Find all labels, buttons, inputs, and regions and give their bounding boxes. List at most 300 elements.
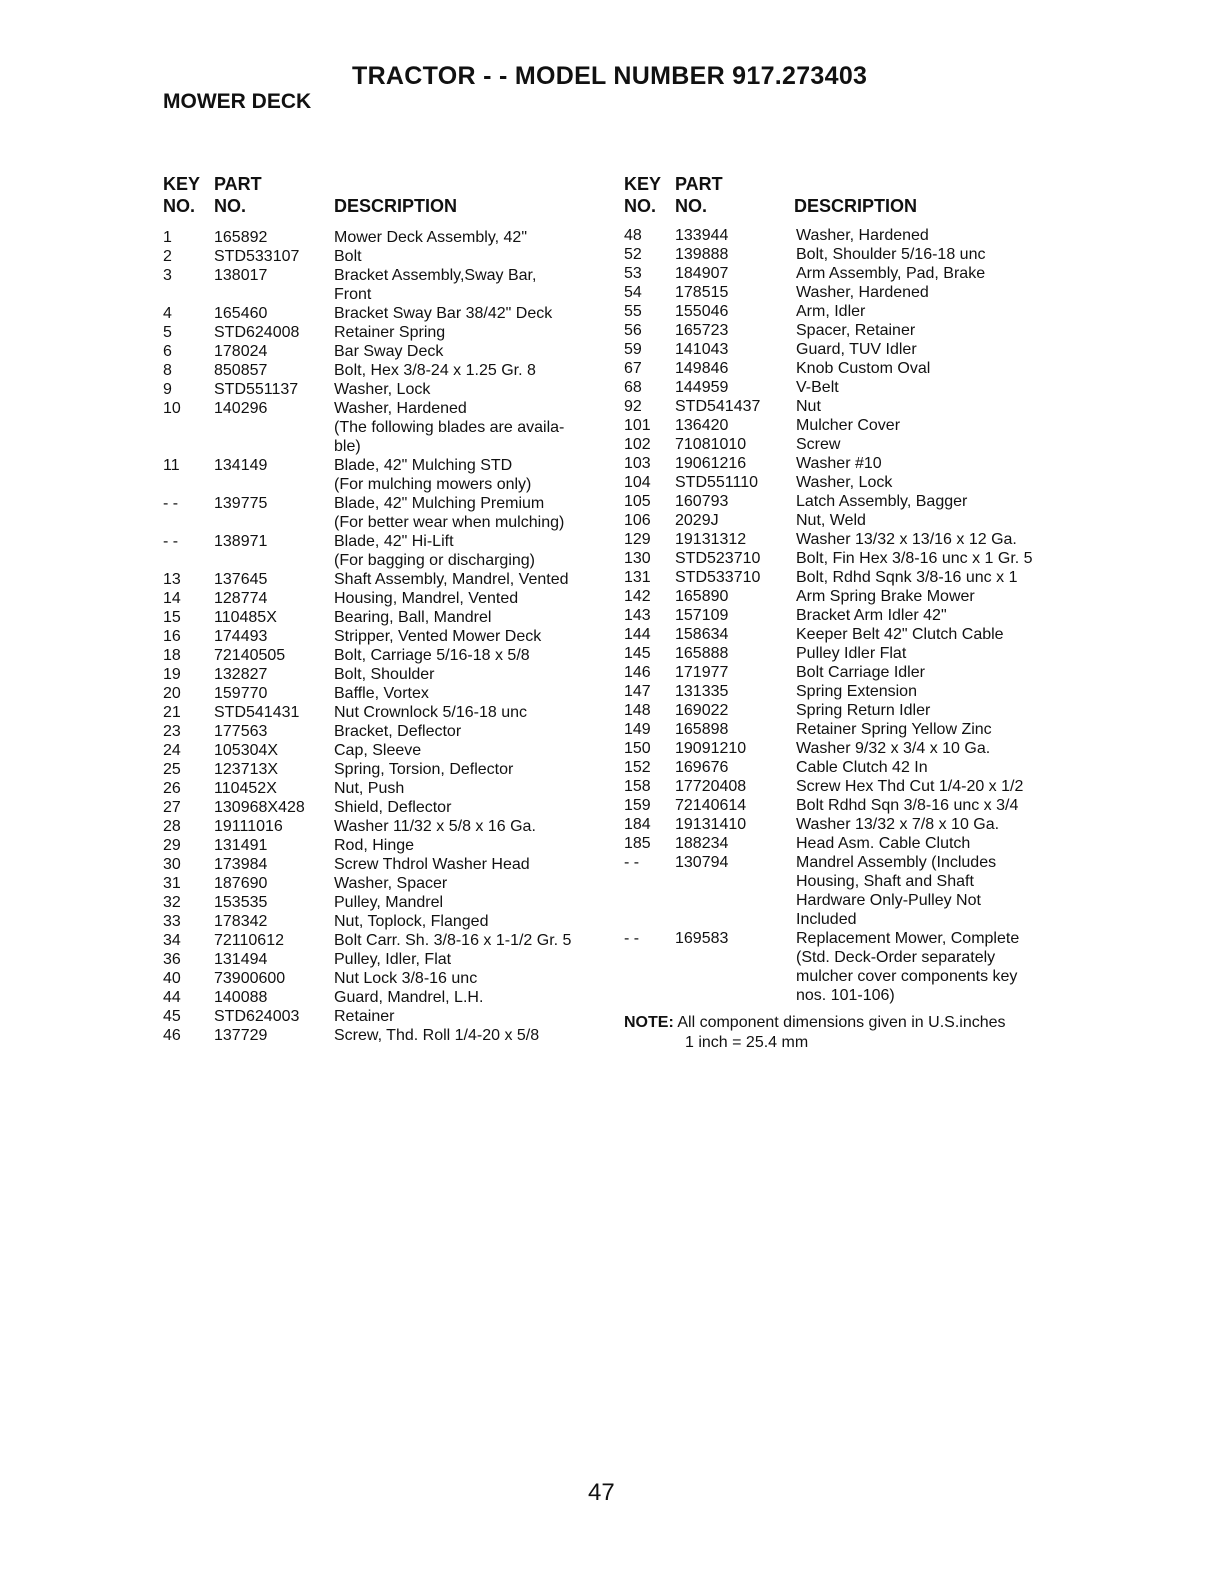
part-number: 19061216 xyxy=(675,455,747,472)
parts-row xyxy=(624,530,1033,549)
key-number: 54 xyxy=(624,284,642,301)
key-number: 106 xyxy=(624,512,651,529)
part-description: Bolt, Fin Hex 3/8-16 unc x 1 Gr. 5 xyxy=(796,550,1033,567)
part-description: Latch Assembly, Bagger xyxy=(796,493,968,510)
parts-row xyxy=(624,435,1033,454)
left-description-header: DESCRIPTION xyxy=(334,196,458,216)
part-description: Included xyxy=(796,911,857,928)
part-number: 171977 xyxy=(675,664,729,681)
key-number: 48 xyxy=(624,227,642,244)
part-number: 184907 xyxy=(675,265,729,282)
part-description: Spacer, Retainer xyxy=(796,322,916,339)
key-label: KEY xyxy=(624,174,662,194)
part-number: 155046 xyxy=(675,303,729,320)
part-description: Screw xyxy=(796,436,841,453)
part-label: PART xyxy=(214,174,262,194)
parts-row xyxy=(624,948,1033,967)
parts-row xyxy=(624,663,1033,682)
part-description: ble) xyxy=(334,438,361,455)
section-title: MOWER DECK xyxy=(163,90,312,113)
parts-row xyxy=(163,646,571,665)
key-number: 10 xyxy=(163,400,181,417)
part-description: Arm Spring Brake Mower xyxy=(796,588,975,605)
parts-row xyxy=(163,817,571,836)
part-number: 138971 xyxy=(214,533,268,550)
parts-row xyxy=(163,532,571,551)
key-number: 31 xyxy=(163,875,181,892)
part-number: 136420 xyxy=(675,417,729,434)
parts-row xyxy=(163,741,571,760)
part-description: (For better wear when mulching) xyxy=(334,514,565,531)
parts-row xyxy=(624,283,1033,302)
part-number xyxy=(214,437,334,456)
key-number: 21 xyxy=(163,704,181,721)
parts-row xyxy=(163,779,571,798)
right-key-header xyxy=(624,173,661,217)
part-number: 105304X xyxy=(214,742,279,759)
parts-row xyxy=(163,570,571,589)
part-description: (The following blades are availa- xyxy=(334,419,565,436)
part-number: 133944 xyxy=(675,227,729,244)
part-number xyxy=(675,948,796,967)
key-number xyxy=(163,437,214,456)
key-number: 8 xyxy=(163,362,172,379)
part-description: Washer 13/32 x 13/16 x 12 Ga. xyxy=(796,531,1017,548)
parts-row xyxy=(163,950,571,969)
part-description: Hardware Only-Pulley Not xyxy=(796,892,981,909)
left-key-header xyxy=(163,173,200,217)
part-number: 72110612 xyxy=(214,932,284,949)
part-number: 159770 xyxy=(214,685,268,702)
key-number: 59 xyxy=(624,341,642,358)
part-number: 132827 xyxy=(214,666,268,683)
part-number: 19131312 xyxy=(675,531,747,548)
part-number: 165892 xyxy=(214,229,268,246)
key-number: 3 xyxy=(163,267,172,284)
part-description: Head Asm. Cable Clutch xyxy=(796,835,971,852)
part-description: Cap, Sleeve xyxy=(334,742,422,759)
part-description: Knob Custom Oval xyxy=(796,360,931,377)
parts-row xyxy=(624,587,1033,606)
part-description: Nut, Toplock, Flanged xyxy=(334,913,489,930)
part-description: Nut Crownlock 5/16-18 unc xyxy=(334,704,527,721)
parts-row xyxy=(624,226,1033,245)
parts-row xyxy=(624,473,1033,492)
part-description: Arm, Idler xyxy=(796,303,866,320)
parts-row xyxy=(624,606,1033,625)
part-description: Pulley, Idler, Flat xyxy=(334,951,452,968)
parts-row xyxy=(163,988,571,1007)
parts-row xyxy=(624,720,1033,739)
key-number: 14 xyxy=(163,590,181,607)
part-number: 157109 xyxy=(675,607,729,624)
part-description: Pulley Idler Flat xyxy=(796,645,907,662)
part-description: mulcher cover components key xyxy=(796,968,1018,985)
part-description: Washer, Lock xyxy=(796,474,893,491)
part-number: 139888 xyxy=(675,246,729,263)
parts-row xyxy=(624,967,1033,986)
part-number: 169583 xyxy=(675,930,729,947)
part-description: Housing, Shaft and Shaft xyxy=(796,873,974,890)
key-number: 56 xyxy=(624,322,642,339)
part-number: 123713X xyxy=(214,761,279,778)
part-number xyxy=(675,910,796,929)
part-description: nos. 101-106) xyxy=(796,987,895,1004)
part-number: 134149 xyxy=(214,457,268,474)
part-number: 138017 xyxy=(214,267,268,284)
part-description: Retainer Spring Yellow Zinc xyxy=(796,721,992,738)
note xyxy=(624,1013,1006,1053)
part-number: 178342 xyxy=(214,913,268,930)
key-number: 52 xyxy=(624,246,642,263)
parts-row xyxy=(163,874,571,893)
part-number: 131335 xyxy=(675,683,729,700)
part-description: Pulley, Mandrel xyxy=(334,894,444,911)
key-number: 28 xyxy=(163,818,181,835)
parts-row xyxy=(163,627,571,646)
key-number: 20 xyxy=(163,685,181,702)
left-parts-list xyxy=(163,228,571,1045)
parts-row xyxy=(163,722,571,741)
part-description: Guard, Mandrel, L.H. xyxy=(334,989,484,1006)
parts-row xyxy=(163,228,571,247)
note-label: NOTE: xyxy=(624,1014,674,1031)
key-number: 9 xyxy=(163,381,172,398)
part-number: 144959 xyxy=(675,379,729,396)
part-description: Housing, Mandrel, Vented xyxy=(334,590,519,607)
note-line-1: All component dimensions given in U.S.inches xyxy=(677,1014,1006,1031)
part-description: Bracket Assembly,Sway Bar, xyxy=(334,267,537,284)
part-description: Shaft Assembly, Mandrel, Vented xyxy=(334,571,569,588)
part-description: Mulcher Cover xyxy=(796,417,901,434)
parts-row xyxy=(624,872,1033,891)
no-label: NO. xyxy=(675,196,708,216)
part-number: 165723 xyxy=(675,322,729,339)
part-number: 110485X xyxy=(214,609,277,626)
key-number: 5 xyxy=(163,324,172,341)
key-number: 29 xyxy=(163,837,181,854)
parts-row xyxy=(163,760,571,779)
parts-row xyxy=(624,568,1033,587)
part-number: 130794 xyxy=(675,854,729,871)
part-description: Mower Deck Assembly, 42" xyxy=(334,229,527,246)
key-number: 101 xyxy=(624,417,651,434)
key-number: 30 xyxy=(163,856,181,873)
part-description: Bracket Sway Bar 38/42" Deck xyxy=(334,305,553,322)
parts-row xyxy=(163,304,571,323)
key-number: 13 xyxy=(163,571,181,588)
key-number: - - xyxy=(624,854,640,871)
part-description: Shield, Deflector xyxy=(334,799,452,816)
part-number: 169676 xyxy=(675,759,729,776)
parts-row xyxy=(624,340,1033,359)
part-description: Cable Clutch 42 In xyxy=(796,759,928,776)
part-number: 141043 xyxy=(675,341,729,358)
key-number: 68 xyxy=(624,379,642,396)
part-description: V-Belt xyxy=(796,379,839,396)
page-title: TRACTOR - - MODEL NUMBER 917.273403 xyxy=(352,62,868,90)
parts-row xyxy=(624,853,1033,872)
part-description: Screw Hex Thd Cut 1/4-20 x 1/2 xyxy=(796,778,1024,795)
part-description: Washer, Spacer xyxy=(334,875,448,892)
right-part-header xyxy=(675,173,723,217)
part-number: 174493 xyxy=(214,628,268,645)
part-number: 177563 xyxy=(214,723,268,740)
part-description: Bar Sway Deck xyxy=(334,343,444,360)
parts-row xyxy=(624,758,1033,777)
key-number: 55 xyxy=(624,303,642,320)
key-number: 2 xyxy=(163,248,172,265)
note-line-2: 1 inch = 25.4 mm xyxy=(685,1034,809,1051)
parts-row xyxy=(163,456,571,475)
parts-row xyxy=(163,589,571,608)
key-number: 152 xyxy=(624,759,651,776)
part-number: 130968X428 xyxy=(214,799,305,816)
part-description: Arm Assembly, Pad, Brake xyxy=(796,265,986,282)
parts-row xyxy=(163,323,571,342)
key-number xyxy=(624,967,675,986)
key-number xyxy=(163,418,214,437)
parts-row xyxy=(624,891,1033,910)
key-number xyxy=(624,872,675,891)
part-number: 140296 xyxy=(214,400,268,417)
key-number: 46 xyxy=(163,1027,181,1044)
part-number: 139775 xyxy=(214,495,268,512)
no-label: NO. xyxy=(214,196,247,216)
part-description: Screw Thdrol Washer Head xyxy=(334,856,530,873)
part-number: 71081010 xyxy=(675,436,747,453)
part-description: Blade, 42" Mulching STD xyxy=(334,457,513,474)
part-number: 173984 xyxy=(214,856,268,873)
part-number: 128774 xyxy=(214,590,268,607)
parts-row xyxy=(163,361,571,380)
parts-row xyxy=(163,1007,571,1026)
part-description: Bolt xyxy=(334,248,362,265)
part-description: Bearing, Ball, Mandrel xyxy=(334,609,492,626)
part-description: Nut Lock 3/8-16 unc xyxy=(334,970,478,987)
part-description: Spring Return Idler xyxy=(796,702,931,719)
parts-row xyxy=(624,929,1033,948)
parts-row xyxy=(163,247,571,266)
part-description: Bolt, Hex 3/8-24 x 1.25 Gr. 8 xyxy=(334,362,536,379)
key-number: 67 xyxy=(624,360,642,377)
key-number: 142 xyxy=(624,588,651,605)
parts-row xyxy=(163,437,571,456)
key-number: 15 xyxy=(163,609,181,626)
part-number xyxy=(214,475,334,494)
key-number: 4 xyxy=(163,305,172,322)
part-number: STD541437 xyxy=(675,398,761,415)
parts-row xyxy=(163,836,571,855)
key-number: 150 xyxy=(624,740,651,757)
key-number: 23 xyxy=(163,723,181,740)
part-description: Bolt, Shoulder xyxy=(334,666,435,683)
no-label: NO. xyxy=(624,196,657,216)
part-number xyxy=(214,551,334,570)
part-description: Bolt Carriage Idler xyxy=(796,664,925,681)
parts-row xyxy=(624,321,1033,340)
parts-row xyxy=(163,665,571,684)
part-description: Blade, 42" Mulching Premium xyxy=(334,495,545,512)
key-number: 25 xyxy=(163,761,181,778)
part-description: Bolt Rdhd Sqn 3/8-16 unc x 3/4 xyxy=(796,797,1019,814)
parts-row xyxy=(624,492,1033,511)
key-number: - - xyxy=(624,930,640,947)
key-number: 40 xyxy=(163,970,181,987)
part-number xyxy=(214,418,334,437)
parts-row xyxy=(163,266,571,285)
part-number: 178024 xyxy=(214,343,268,360)
parts-row xyxy=(624,549,1033,568)
key-number xyxy=(163,513,214,532)
part-number: STD533107 xyxy=(214,248,300,265)
right-parts-list xyxy=(624,226,1033,1005)
parts-row xyxy=(163,912,571,931)
parts-row xyxy=(163,342,571,361)
part-number: 158634 xyxy=(675,626,729,643)
key-number: 147 xyxy=(624,683,651,700)
parts-row xyxy=(624,625,1033,644)
parts-row xyxy=(163,475,571,494)
parts-row xyxy=(624,397,1033,416)
key-number: 44 xyxy=(163,989,181,1006)
key-number: 11 xyxy=(163,457,180,474)
parts-row xyxy=(624,815,1033,834)
part-description: (For mulching mowers only) xyxy=(334,476,532,493)
key-number: 53 xyxy=(624,265,642,282)
key-number: - - xyxy=(163,495,179,512)
part-number: STD551110 xyxy=(675,474,759,491)
key-number: 92 xyxy=(624,398,642,415)
key-number: 149 xyxy=(624,721,651,738)
part-number: 149846 xyxy=(675,360,729,377)
key-number: 144 xyxy=(624,626,651,643)
left-part-header xyxy=(214,173,262,217)
key-number: 24 xyxy=(163,742,181,759)
parts-row xyxy=(624,644,1033,663)
part-number xyxy=(675,986,796,1005)
parts-row xyxy=(624,416,1033,435)
part-description: Rod, Hinge xyxy=(334,837,415,854)
part-description: Washer, Hardened xyxy=(796,284,929,301)
key-number: 184 xyxy=(624,816,651,833)
part-description: Washer #10 xyxy=(796,455,882,472)
part-number xyxy=(214,513,334,532)
part-description: Retainer xyxy=(334,1008,395,1025)
part-number xyxy=(214,285,334,304)
part-number: 2029J xyxy=(675,512,719,529)
key-number: 130 xyxy=(624,550,651,567)
part-number xyxy=(675,891,796,910)
part-description: Bolt, Carriage 5/16-18 x 5/8 xyxy=(334,647,530,664)
key-number: 45 xyxy=(163,1008,181,1025)
parts-row xyxy=(163,703,571,722)
key-label: KEY xyxy=(163,174,201,194)
part-description: Stripper, Vented Mower Deck xyxy=(334,628,542,645)
parts-row xyxy=(163,399,571,418)
key-number: 32 xyxy=(163,894,181,911)
part-number: 165888 xyxy=(675,645,729,662)
parts-row xyxy=(624,682,1033,701)
key-number: 131 xyxy=(624,569,651,586)
right-description-header: DESCRIPTION xyxy=(794,196,918,216)
key-number: 36 xyxy=(163,951,181,968)
part-description: Nut xyxy=(796,398,821,415)
parts-row xyxy=(624,245,1033,264)
key-number: 1 xyxy=(163,229,172,246)
part-number: STD624003 xyxy=(214,1008,300,1025)
key-number: 27 xyxy=(163,799,181,816)
parts-row xyxy=(624,986,1033,1005)
key-number xyxy=(624,891,675,910)
key-number xyxy=(163,285,214,304)
part-description: Nut, Push xyxy=(334,780,405,797)
part-number: 153535 xyxy=(214,894,268,911)
parts-row xyxy=(163,285,571,304)
part-description: Spring, Torsion, Deflector xyxy=(334,761,514,778)
part-description: Bolt, Shoulder 5/16-18 unc xyxy=(796,246,986,263)
key-number: 103 xyxy=(624,455,651,472)
parts-row xyxy=(163,513,571,532)
part-description: Spring Extension xyxy=(796,683,917,700)
part-description: (For bagging or discharging) xyxy=(334,552,535,569)
parts-row xyxy=(163,494,571,513)
key-number: 159 xyxy=(624,797,651,814)
part-number: 19111016 xyxy=(214,818,283,835)
key-number: 18 xyxy=(163,647,181,664)
parts-row xyxy=(163,1026,571,1045)
part-description: Washer 11/32 x 5/8 x 16 Ga. xyxy=(334,818,536,835)
part-number: 160793 xyxy=(675,493,729,510)
part-number: 850857 xyxy=(214,362,268,379)
part-description: Retainer Spring xyxy=(334,324,446,341)
part-description: Screw, Thd. Roll 1/4-20 x 5/8 xyxy=(334,1027,540,1044)
parts-row xyxy=(624,796,1033,815)
parts-row xyxy=(624,378,1033,397)
part-number: STD624008 xyxy=(214,324,300,341)
part-number: 137729 xyxy=(214,1027,268,1044)
part-description: Guard, TUV Idler xyxy=(796,341,917,358)
key-number xyxy=(624,948,675,967)
parts-row xyxy=(624,777,1033,796)
part-number: 17720408 xyxy=(675,778,747,795)
part-number: 187690 xyxy=(214,875,268,892)
part-description: Bolt, Rdhd Sqnk 3/8-16 unc x 1 xyxy=(796,569,1018,586)
key-number xyxy=(624,910,675,929)
parts-row xyxy=(624,701,1033,720)
part-number xyxy=(675,967,796,986)
key-number: 158 xyxy=(624,778,651,795)
part-description: Front xyxy=(334,286,372,303)
parts-row xyxy=(163,380,571,399)
part-number: 19131410 xyxy=(675,816,747,833)
key-number xyxy=(163,475,214,494)
key-number: 34 xyxy=(163,932,181,949)
key-number xyxy=(624,986,675,1005)
page-number: 47 xyxy=(588,1479,615,1506)
parts-row xyxy=(624,264,1033,283)
part-number: 73900600 xyxy=(214,970,286,987)
part-number: 19091210 xyxy=(675,740,747,757)
part-number: 178515 xyxy=(675,284,729,301)
parts-row xyxy=(163,931,571,950)
key-number: 33 xyxy=(163,913,181,930)
part-number: 169022 xyxy=(675,702,729,719)
part-number: STD523710 xyxy=(675,550,761,567)
parts-row xyxy=(624,739,1033,758)
part-description: Washer 13/32 x 7/8 x 10 Ga. xyxy=(796,816,1000,833)
part-number: 131494 xyxy=(214,951,268,968)
